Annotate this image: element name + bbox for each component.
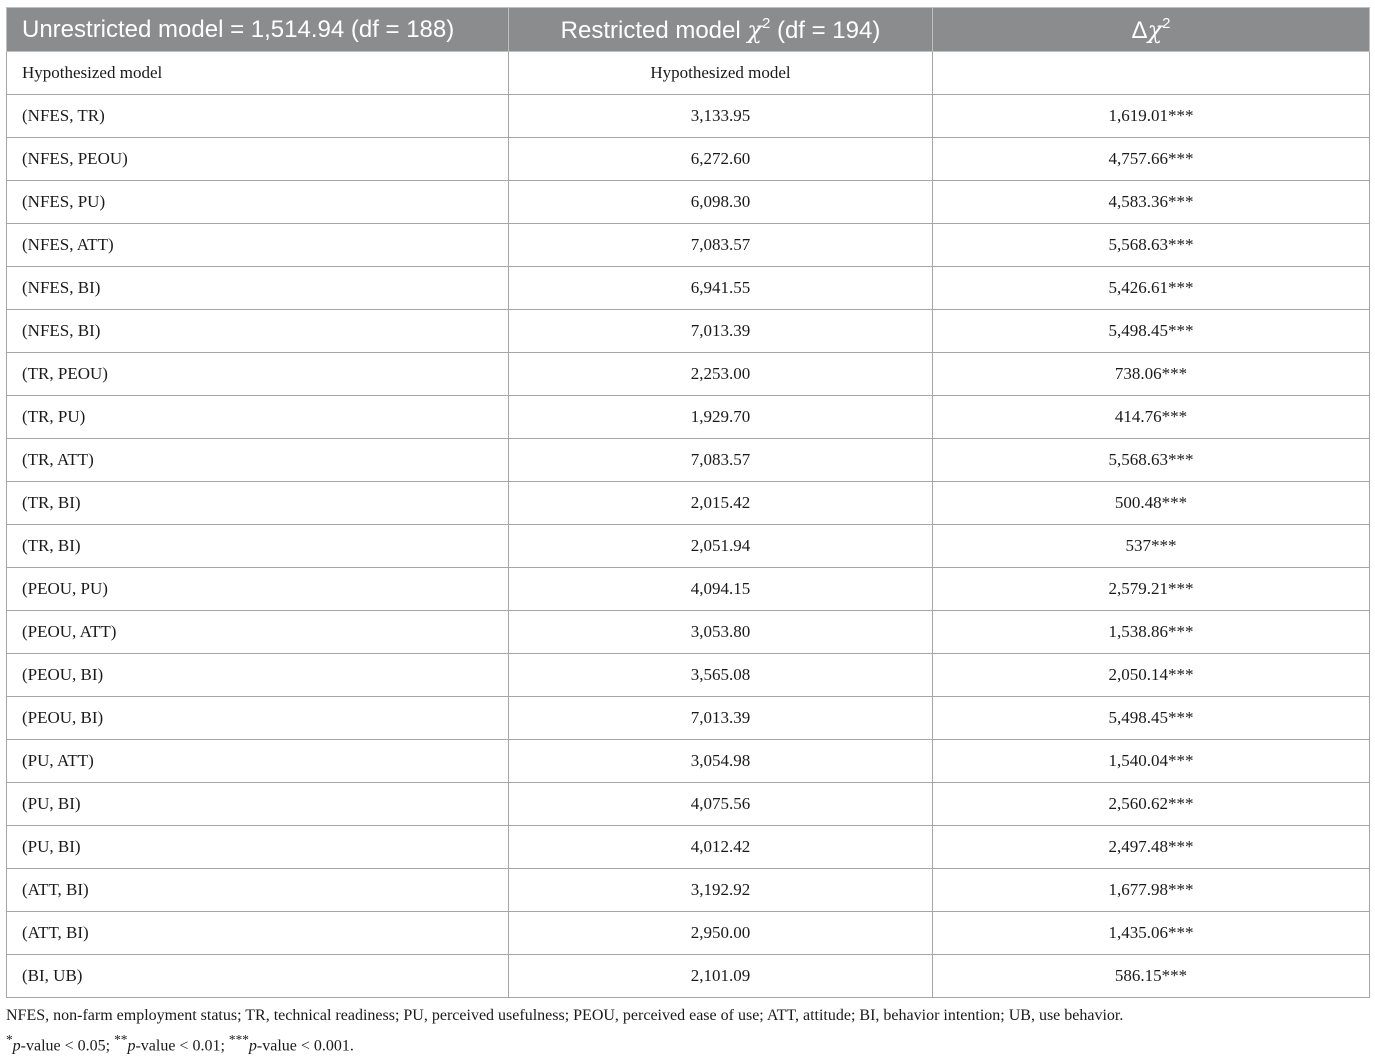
row-delta-chi-cell: 2,579.21*** [933, 568, 1370, 611]
table-row [7, 52, 1370, 95]
row-delta-chi-cell: 1,538.86*** [933, 611, 1370, 654]
header-restricted-suffix: (df = 194) [770, 16, 881, 44]
row-model-cell: (TR, ATT) [7, 439, 509, 482]
row-delta-chi-cell: 5,498.45*** [933, 310, 1370, 353]
row-restricted-chi-cell: 6,941.55 [509, 267, 933, 310]
row-model-cell: (PU, BI) [7, 783, 509, 826]
table-row [7, 482, 1370, 525]
row-restricted-chi-cell: 3,192.92 [509, 869, 933, 912]
table-row [7, 138, 1370, 181]
row-delta-chi-cell: 1,540.04*** [933, 740, 1370, 783]
row-model-cell: (BI, UB) [7, 955, 509, 998]
sig-1-p: p [12, 1037, 21, 1055]
row-delta-chi-cell: 1,435.06*** [933, 912, 1370, 955]
sig-2-mark: ** [114, 1032, 128, 1047]
row-restricted-chi-cell: 3,053.80 [509, 611, 933, 654]
row-model-cell: (TR, PEOU) [7, 353, 509, 396]
chi-square-table-container [6, 7, 1369, 998]
row-restricted-chi-cell: 4,094.15 [509, 568, 933, 611]
header-row [7, 8, 1370, 52]
header-chi-superscript: 2 [761, 14, 771, 32]
row-model-cell: (ATT, BI) [7, 869, 509, 912]
table-row [7, 697, 1370, 740]
sig-3-text: -value < 0.001. [256, 1037, 354, 1055]
header-restricted-prefix: Restricted model [560, 16, 748, 44]
row-restricted-chi-cell: 3,054.98 [509, 740, 933, 783]
header-delta-chi-square [933, 8, 1370, 52]
row-delta-chi-cell: 5,498.45*** [933, 697, 1370, 740]
row-delta-chi-cell: 586.15*** [933, 955, 1370, 998]
table-row [7, 654, 1370, 697]
row-model-cell: (NFES, PU) [7, 181, 509, 224]
row-restricted-chi-cell: 7,083.57 [509, 439, 933, 482]
row-restricted-chi-cell: 2,253.00 [509, 353, 933, 396]
row-model-cell: (PEOU, PU) [7, 568, 509, 611]
row-model-cell: (TR, BI) [7, 482, 509, 525]
significance-note [6, 1028, 1369, 1058]
table-footnotes [6, 1004, 1369, 1058]
table-row [7, 224, 1370, 267]
row-restricted-chi-cell: 3,133.95 [509, 95, 933, 138]
row-model-cell: (NFES, BI) [7, 267, 509, 310]
row-delta-chi-cell: 2,560.62*** [933, 783, 1370, 826]
row-restricted-chi-cell: 7,083.57 [509, 224, 933, 267]
row-restricted-chi-cell: Hypothesized model [509, 52, 933, 95]
sig-2-p: p [127, 1037, 136, 1055]
table-row [7, 525, 1370, 568]
row-restricted-chi-cell: 7,013.39 [509, 697, 933, 740]
row-delta-chi-cell: 5,426.61*** [933, 267, 1370, 310]
header-delta-chi-superscript: 2 [1162, 14, 1171, 32]
table-row [7, 740, 1370, 783]
row-delta-chi-cell: 5,568.63*** [933, 224, 1370, 267]
table-row [7, 869, 1370, 912]
sig-3-mark: *** [228, 1032, 249, 1047]
row-delta-chi-cell: 2,497.48*** [933, 826, 1370, 869]
row-restricted-chi-cell: 3,565.08 [509, 654, 933, 697]
row-model-cell: (ATT, BI) [7, 912, 509, 955]
sig-1-text: -value < 0.05; [20, 1037, 115, 1055]
table-row [7, 611, 1370, 654]
row-restricted-chi-cell: 2,051.94 [509, 525, 933, 568]
header-unrestricted-model-text: Unrestricted model = 1,514.94 (df = 188) [22, 15, 455, 43]
row-model-cell: (PEOU, BI) [7, 697, 509, 740]
row-restricted-chi-cell: 1,929.70 [509, 396, 933, 439]
row-model-cell: (TR, BI) [7, 525, 509, 568]
row-restricted-chi-cell: 2,015.42 [509, 482, 933, 525]
table-row [7, 181, 1370, 224]
row-restricted-chi-cell: 6,098.30 [509, 181, 933, 224]
row-delta-chi-cell: 500.48*** [933, 482, 1370, 525]
chi-square-difference-table [6, 7, 1370, 998]
row-restricted-chi-cell: 4,075.56 [509, 783, 933, 826]
table-row [7, 439, 1370, 482]
header-chi-symbol: χ [747, 15, 762, 44]
row-model-cell: (NFES, PEOU) [7, 138, 509, 181]
table-row [7, 396, 1370, 439]
row-delta-chi-cell: 2,050.14*** [933, 654, 1370, 697]
row-delta-chi-cell: 4,583.36*** [933, 181, 1370, 224]
header-unrestricted-model [7, 8, 509, 52]
abbreviations-note: NFES, non-farm employment status; TR, technical readiness; PU, perceived usefulness; PEOU, perceived ease of use; ATT, attitude; BI, behavior intention; UB, use behavior. [6, 1007, 1124, 1024]
table-row [7, 955, 1370, 998]
header-delta-symbol: Δ [1131, 16, 1148, 44]
table-header [7, 8, 1370, 52]
table-row [7, 95, 1370, 138]
row-model-cell: (NFES, ATT) [7, 224, 509, 267]
sig-3-p: p [248, 1037, 257, 1055]
table-row [7, 783, 1370, 826]
row-model-cell: (TR, PU) [7, 396, 509, 439]
row-model-cell: (PEOU, ATT) [7, 611, 509, 654]
row-restricted-chi-cell: 7,013.39 [509, 310, 933, 353]
row-model-cell: Hypothesized model [7, 52, 509, 95]
row-delta-chi-cell: 5,568.63*** [933, 439, 1370, 482]
table-row [7, 310, 1370, 353]
row-model-cell: (PEOU, BI) [7, 654, 509, 697]
row-delta-chi-cell: 4,757.66*** [933, 138, 1370, 181]
table-row [7, 353, 1370, 396]
row-model-cell: (NFES, TR) [7, 95, 509, 138]
row-delta-chi-cell: 414.76*** [933, 396, 1370, 439]
row-delta-chi-cell: 1,677.98*** [933, 869, 1370, 912]
row-delta-chi-cell: 738.06*** [933, 353, 1370, 396]
row-delta-chi-cell: 1,619.01*** [933, 95, 1370, 138]
table-row [7, 826, 1370, 869]
row-restricted-chi-cell: 2,101.09 [509, 955, 933, 998]
table-body [7, 52, 1370, 998]
row-model-cell: (PU, BI) [7, 826, 509, 869]
header-restricted-model [509, 8, 933, 52]
row-restricted-chi-cell: 4,012.42 [509, 826, 933, 869]
row-restricted-chi-cell: 2,950.00 [509, 912, 933, 955]
sig-1-mark: * [6, 1032, 13, 1047]
row-delta-chi-cell [933, 52, 1370, 95]
row-restricted-chi-cell: 6,272.60 [509, 138, 933, 181]
table-row [7, 912, 1370, 955]
sig-2-text: -value < 0.01; [135, 1037, 229, 1055]
row-model-cell: (PU, ATT) [7, 740, 509, 783]
row-delta-chi-cell: 537*** [933, 525, 1370, 568]
table-row [7, 568, 1370, 611]
header-delta-chi-symbol: χ [1147, 15, 1163, 44]
row-model-cell: (NFES, BI) [7, 310, 509, 353]
table-row [7, 267, 1370, 310]
